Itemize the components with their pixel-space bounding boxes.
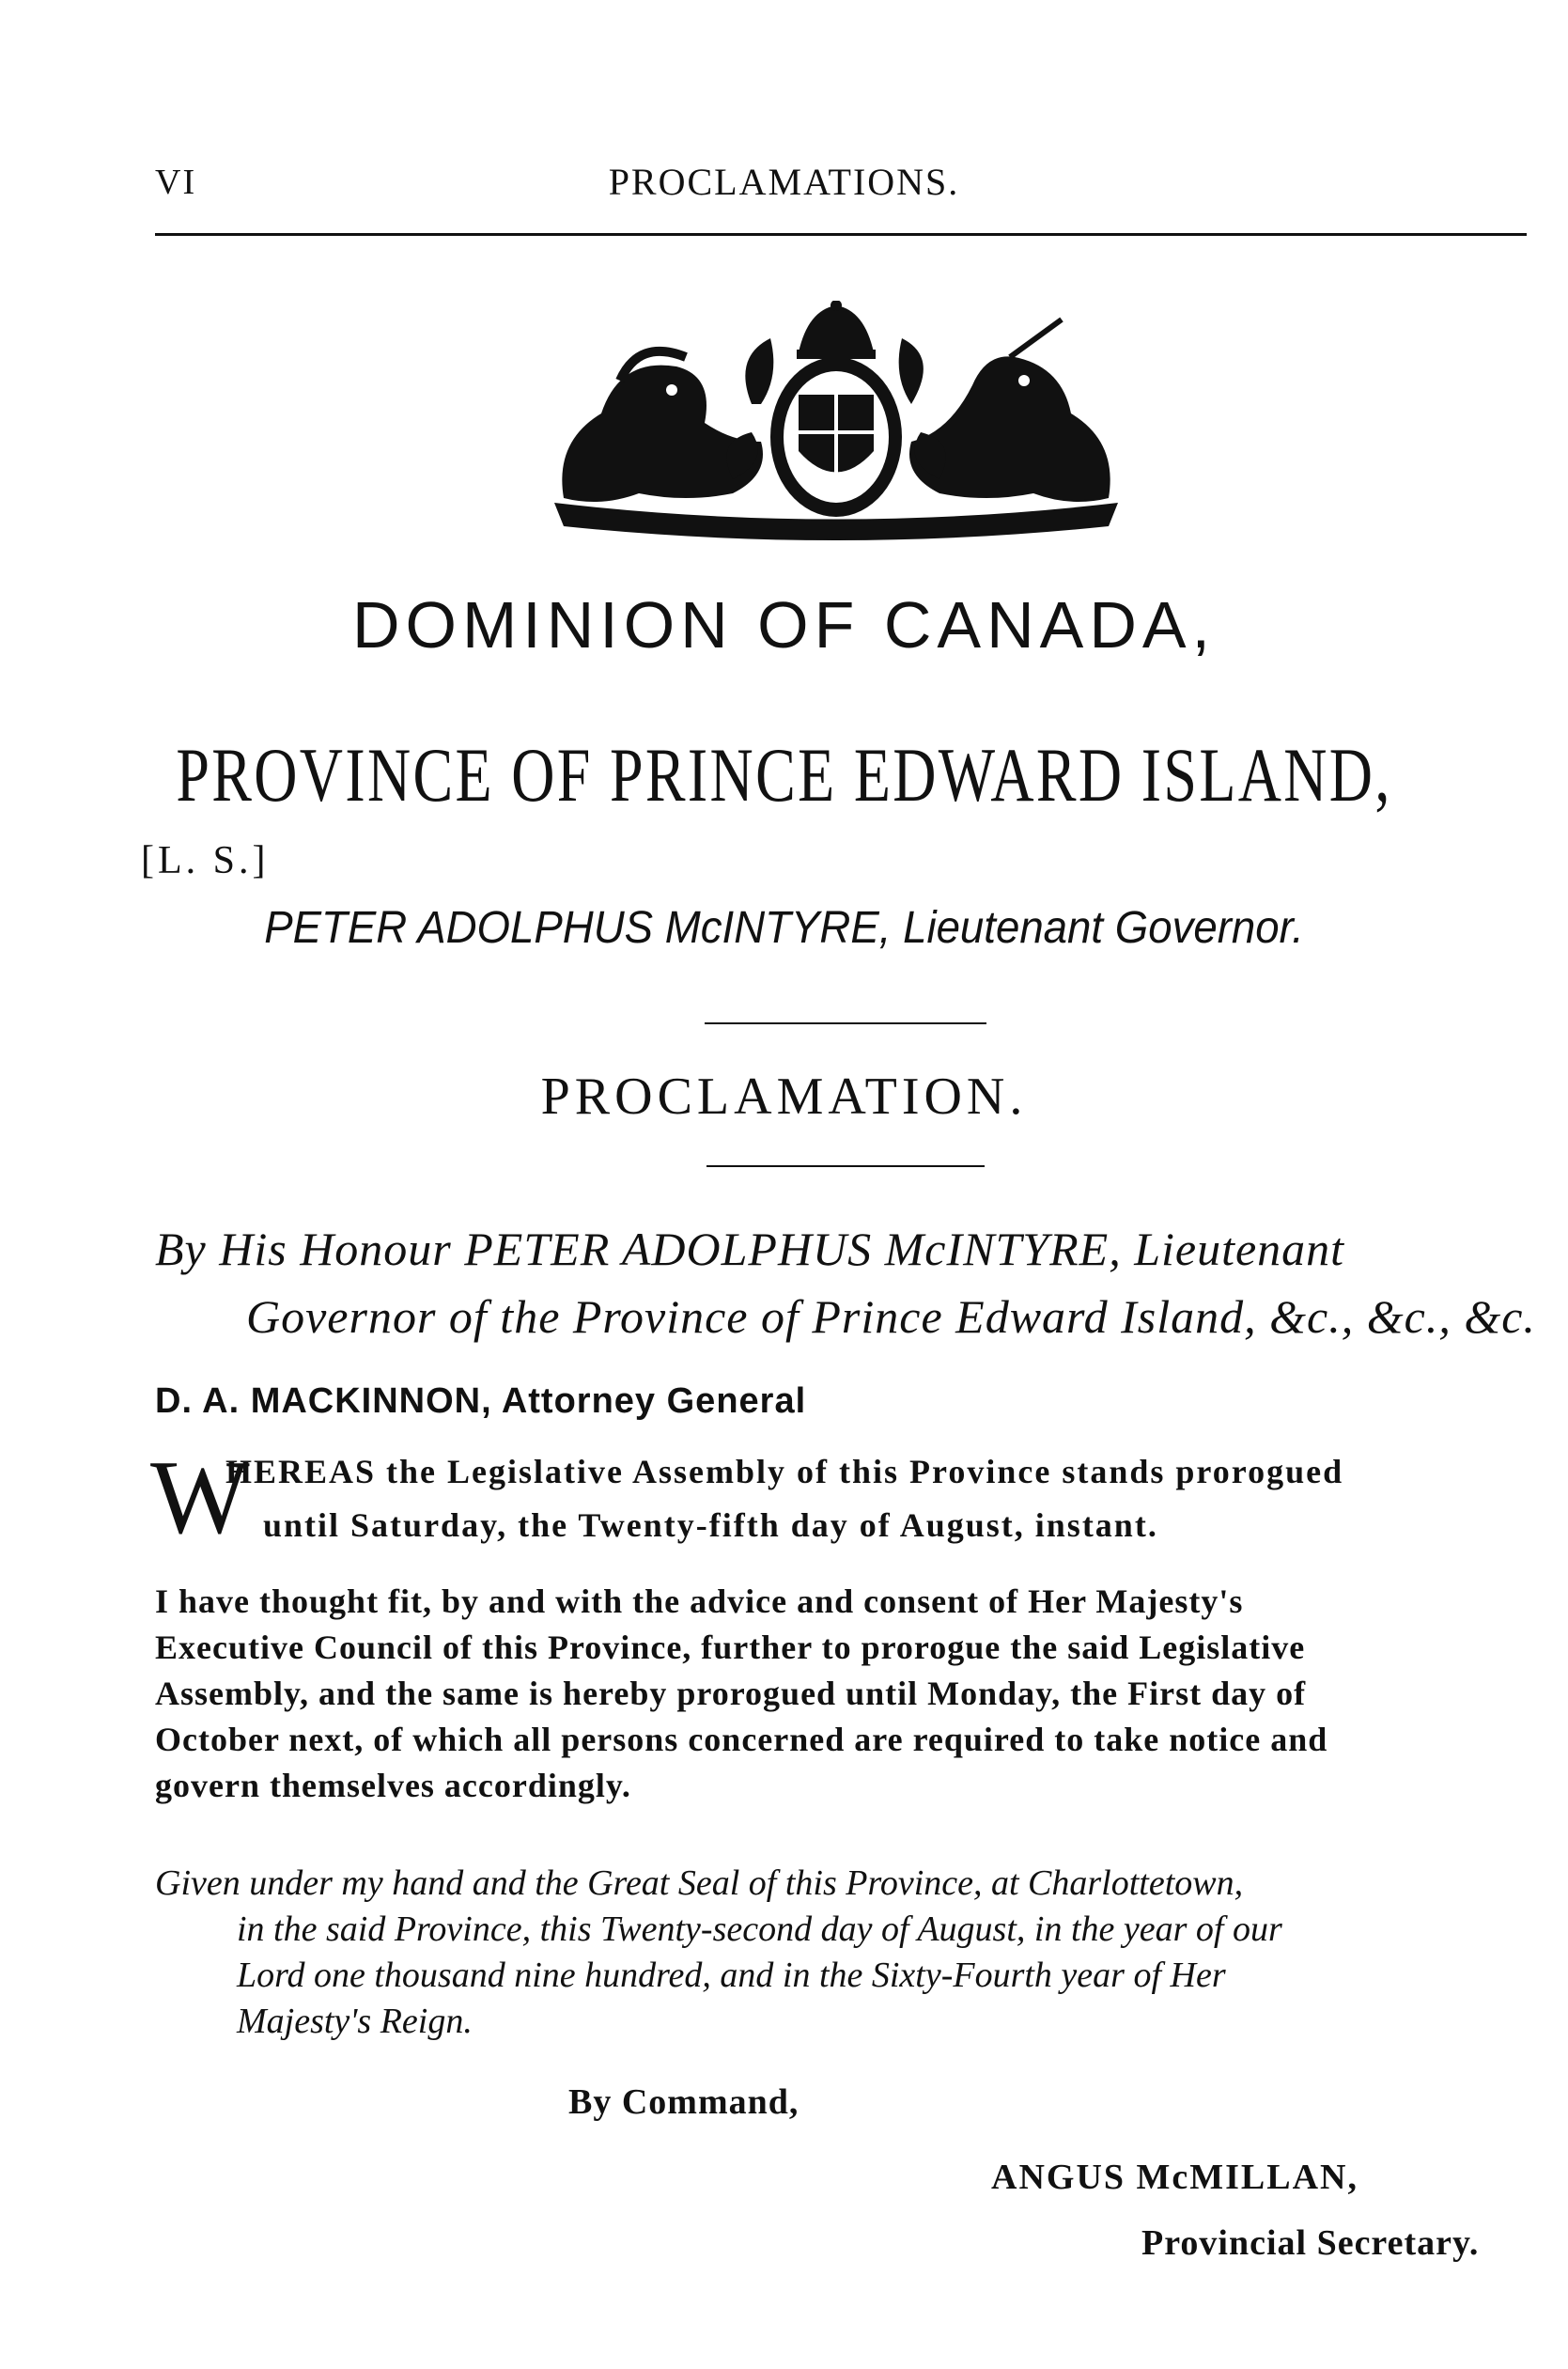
governor-line: PETER ADOLPHUS McINTYRE, Lieutenant Governor. <box>264 903 1304 953</box>
body-line: October next, of which all persons concerned are required to take notice and <box>155 1721 1328 1758</box>
honour-line: By His Honour PETER ADOLPHUS McINTYRE, Lieutenant <box>155 1223 1345 1275</box>
given-line: Given under my hand and the Great Seal of this Province, at Charlottetown, <box>155 1863 1244 1903</box>
header-rule <box>155 233 1527 236</box>
dominion-heading: DOMINION OF CANADA, <box>351 588 1217 662</box>
body-line: Executive Council of this Province, further to prorogue the said Legislative <box>155 1629 1306 1666</box>
province-heading: PROVINCE OF PRINCE EDWARD ISLAND, <box>176 732 1392 818</box>
signer-name: ANGUS McMILLAN, <box>991 2158 1358 2197</box>
given-line: Lord one thousand nine hundred, and in the Sixty-Fourth year of Her <box>237 1956 1226 1995</box>
body-line: govern themselves accordingly. <box>155 1767 631 1804</box>
body-paragraph <box>155 1579 1527 1809</box>
divider-rule <box>705 1022 986 1024</box>
body-line: Assembly, and the same is hereby prorogued until Monday, the First day of <box>155 1675 1307 1712</box>
royal-coat-of-arms-icon <box>498 301 1174 554</box>
page-number: VI <box>155 163 197 202</box>
attorney-general: D. A. MACKINNON, Attorney General <box>155 1381 807 1421</box>
honour-line: Governor of the Province of Prince Edward Island, &c., &c., &c. <box>246 1290 1536 1343</box>
divider-rule <box>706 1165 985 1167</box>
whereas-line: until Saturday, the Twenty-fifth day of August, instant. <box>263 1506 1158 1544</box>
proclamation-title: PROCLAMATION. <box>540 1068 1028 1126</box>
drop-cap: W <box>150 1440 250 1556</box>
seal-mark: [L. S.] <box>141 839 270 882</box>
by-command: By Command, <box>568 2082 800 2122</box>
body-line: I have thought fit, by and with the advice and consent of Her Majesty's <box>155 1582 1244 1620</box>
running-title: PROCLAMATIONS. <box>608 161 960 203</box>
whereas-line: HEREAS the Legislative Assembly of this Province stands prorogued <box>225 1453 1344 1490</box>
given-line: Majesty's Reign. <box>237 2002 473 2041</box>
given-paragraph <box>155 1861 1282 2045</box>
signer-title: Provincial Secretary. <box>1141 2223 1480 2263</box>
given-line: in the said Province, this Twenty-second day of August, in the year of our <box>237 1909 1282 1949</box>
